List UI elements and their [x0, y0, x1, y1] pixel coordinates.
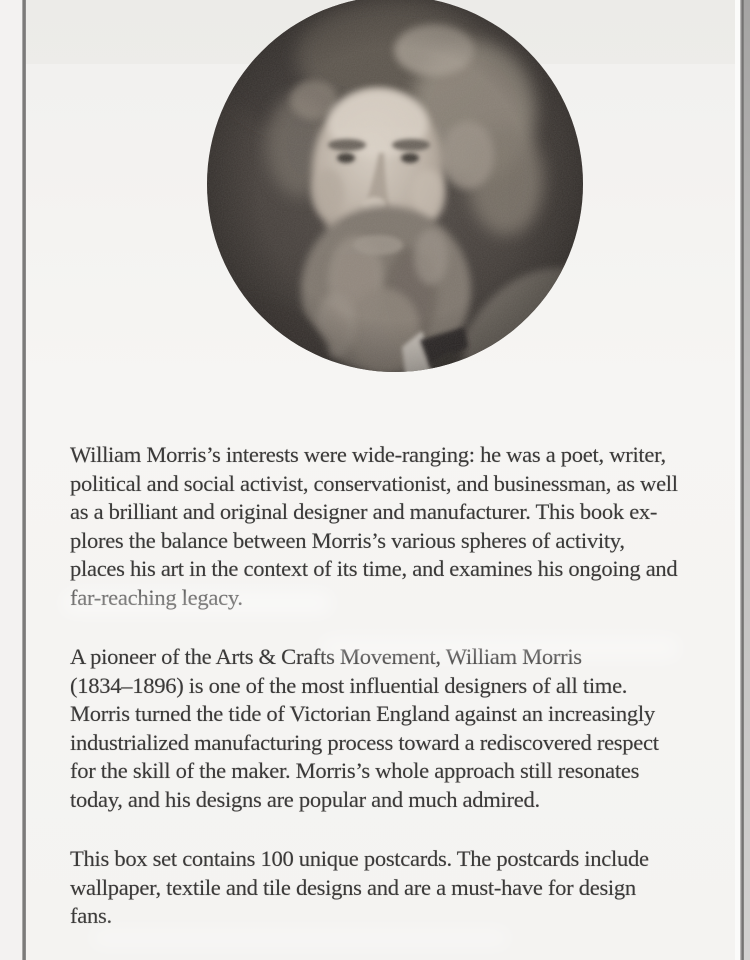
text-line: for the skill of the maker. Morris’s whole approach still resonates — [70, 758, 640, 783]
right-page-margin — [744, 0, 750, 960]
left-page-edge-line — [22, 0, 26, 960]
paragraph-box-set — [70, 845, 742, 931]
text-line: William Morris’s interests were wide-ranging: he was a poet, writer, — [70, 442, 666, 467]
text-line: far-reaching legacy. — [70, 584, 243, 610]
portrait-image — [206, 0, 584, 373]
text-line: political and social activist, conservationist, and businessman, as well — [70, 470, 678, 496]
text-line: industrialized manufacturing process toward a rediscovered respect — [70, 729, 659, 755]
text-line: Morris turned the tide of Victorian England against an increasingly — [70, 701, 655, 726]
paragraph-biography — [70, 643, 742, 814]
text-line: (1834–1896) is one of the most influential designers of all time. — [70, 672, 628, 698]
text-line: places his art in the context of its time, and examines his ongoing and — [70, 556, 678, 581]
text-line: plores the balance between Morris’s various spheres of activity, — [70, 527, 625, 553]
william-morris-portrait-photo — [206, 0, 584, 373]
text-line: today, and his designs are popular and much admired. — [70, 786, 540, 812]
text-line: This box set contains 100 unique postcards. The postcards include — [70, 846, 649, 871]
text-line: as a brilliant and original designer and manufacturer. This book ex- — [70, 499, 658, 524]
text-line: wallpaper, textile and tile designs and are a must-have for design — [70, 874, 636, 900]
book-description — [70, 441, 742, 931]
left-page-margin — [0, 0, 22, 960]
text-line: A pioneer of the Arts & Crafts Movement, William Morris — [70, 644, 582, 669]
text-line: fans. — [70, 903, 112, 928]
paragraph-overview — [70, 441, 742, 612]
screen-glare — [90, 928, 510, 948]
